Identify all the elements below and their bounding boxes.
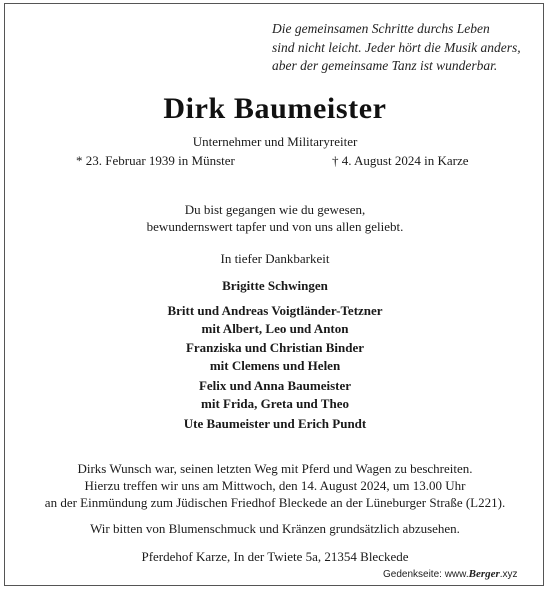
mourner-group [0,415,550,433]
mourner-line: Franziska und Christian Binder [185,340,365,355]
quote-line: Die gemeinsamen Schritte durchs Leben [272,21,490,36]
notice-line: an der Einmündung zum Jüdischen Friedhof Bleckede an der Lüneburger Straße (L221). [44,495,506,510]
mourner-group [0,302,550,337]
address: Pferdehof Karze, In der Twiete 5a, 21354 Bleckede [141,549,409,564]
deceased-name: Dirk Baumeister [163,92,387,125]
deceased-occupation: Unternehmer und Militaryreiter [192,134,358,149]
quote-line: sind nicht leicht. Jeder hört die Musik anders, [272,39,521,55]
death-date: † 4. August 2024 in Karze [332,153,469,168]
verse-line: Du bist gegangen wie du gewesen, [184,202,366,217]
notice-line: Wir bitten von Blumenschmuck und Kränzen grundsätzlich abzusehen. [90,521,460,536]
credit-prefix: Gedenkseite: www. [383,569,469,580]
epigraph-quote [272,20,521,76]
mourner-group [0,277,550,295]
mourner-line: Ute Baumeister und Erich Pundt [183,416,367,431]
notice-line: Hierzu treffen wir uns am Mittwoch, den 14. August 2024, um 13.00 Uhr [84,478,466,493]
notice-line: Dirks Wunsch war, seinen letzten Weg mit Pferd und Wagen zu beschreiten. [77,461,473,476]
credit-suffix: .xyz [499,569,518,580]
mourner-group [0,339,550,374]
mourner-line: Felix und Anna Baumeister [198,378,352,393]
mourner-line: Britt und Andreas Voigtländer-Tetzner [167,303,383,318]
thanks-intro: In tiefer Dankbarkeit [220,251,330,266]
birth-date: * 23. Februar 1939 in Münster [76,153,235,168]
berger-logo: Berger [468,568,500,580]
mourner-line: mit Frida, Greta und Theo [201,395,349,411]
mourner-line: mit Albert, Leo und Anton [201,320,349,336]
mourner-line: Brigitte Schwingen [222,278,328,293]
mourner-line: mit Clemens und Helen [209,357,341,373]
mourner-group [0,377,550,412]
memorial-page-credit[interactable] [383,568,518,580]
verse-line: bewundernswert tapfer und von uns allen geliebt. [146,219,404,234]
quote-line: aber der gemeinsame Tanz ist wunderbar. [272,58,498,73]
